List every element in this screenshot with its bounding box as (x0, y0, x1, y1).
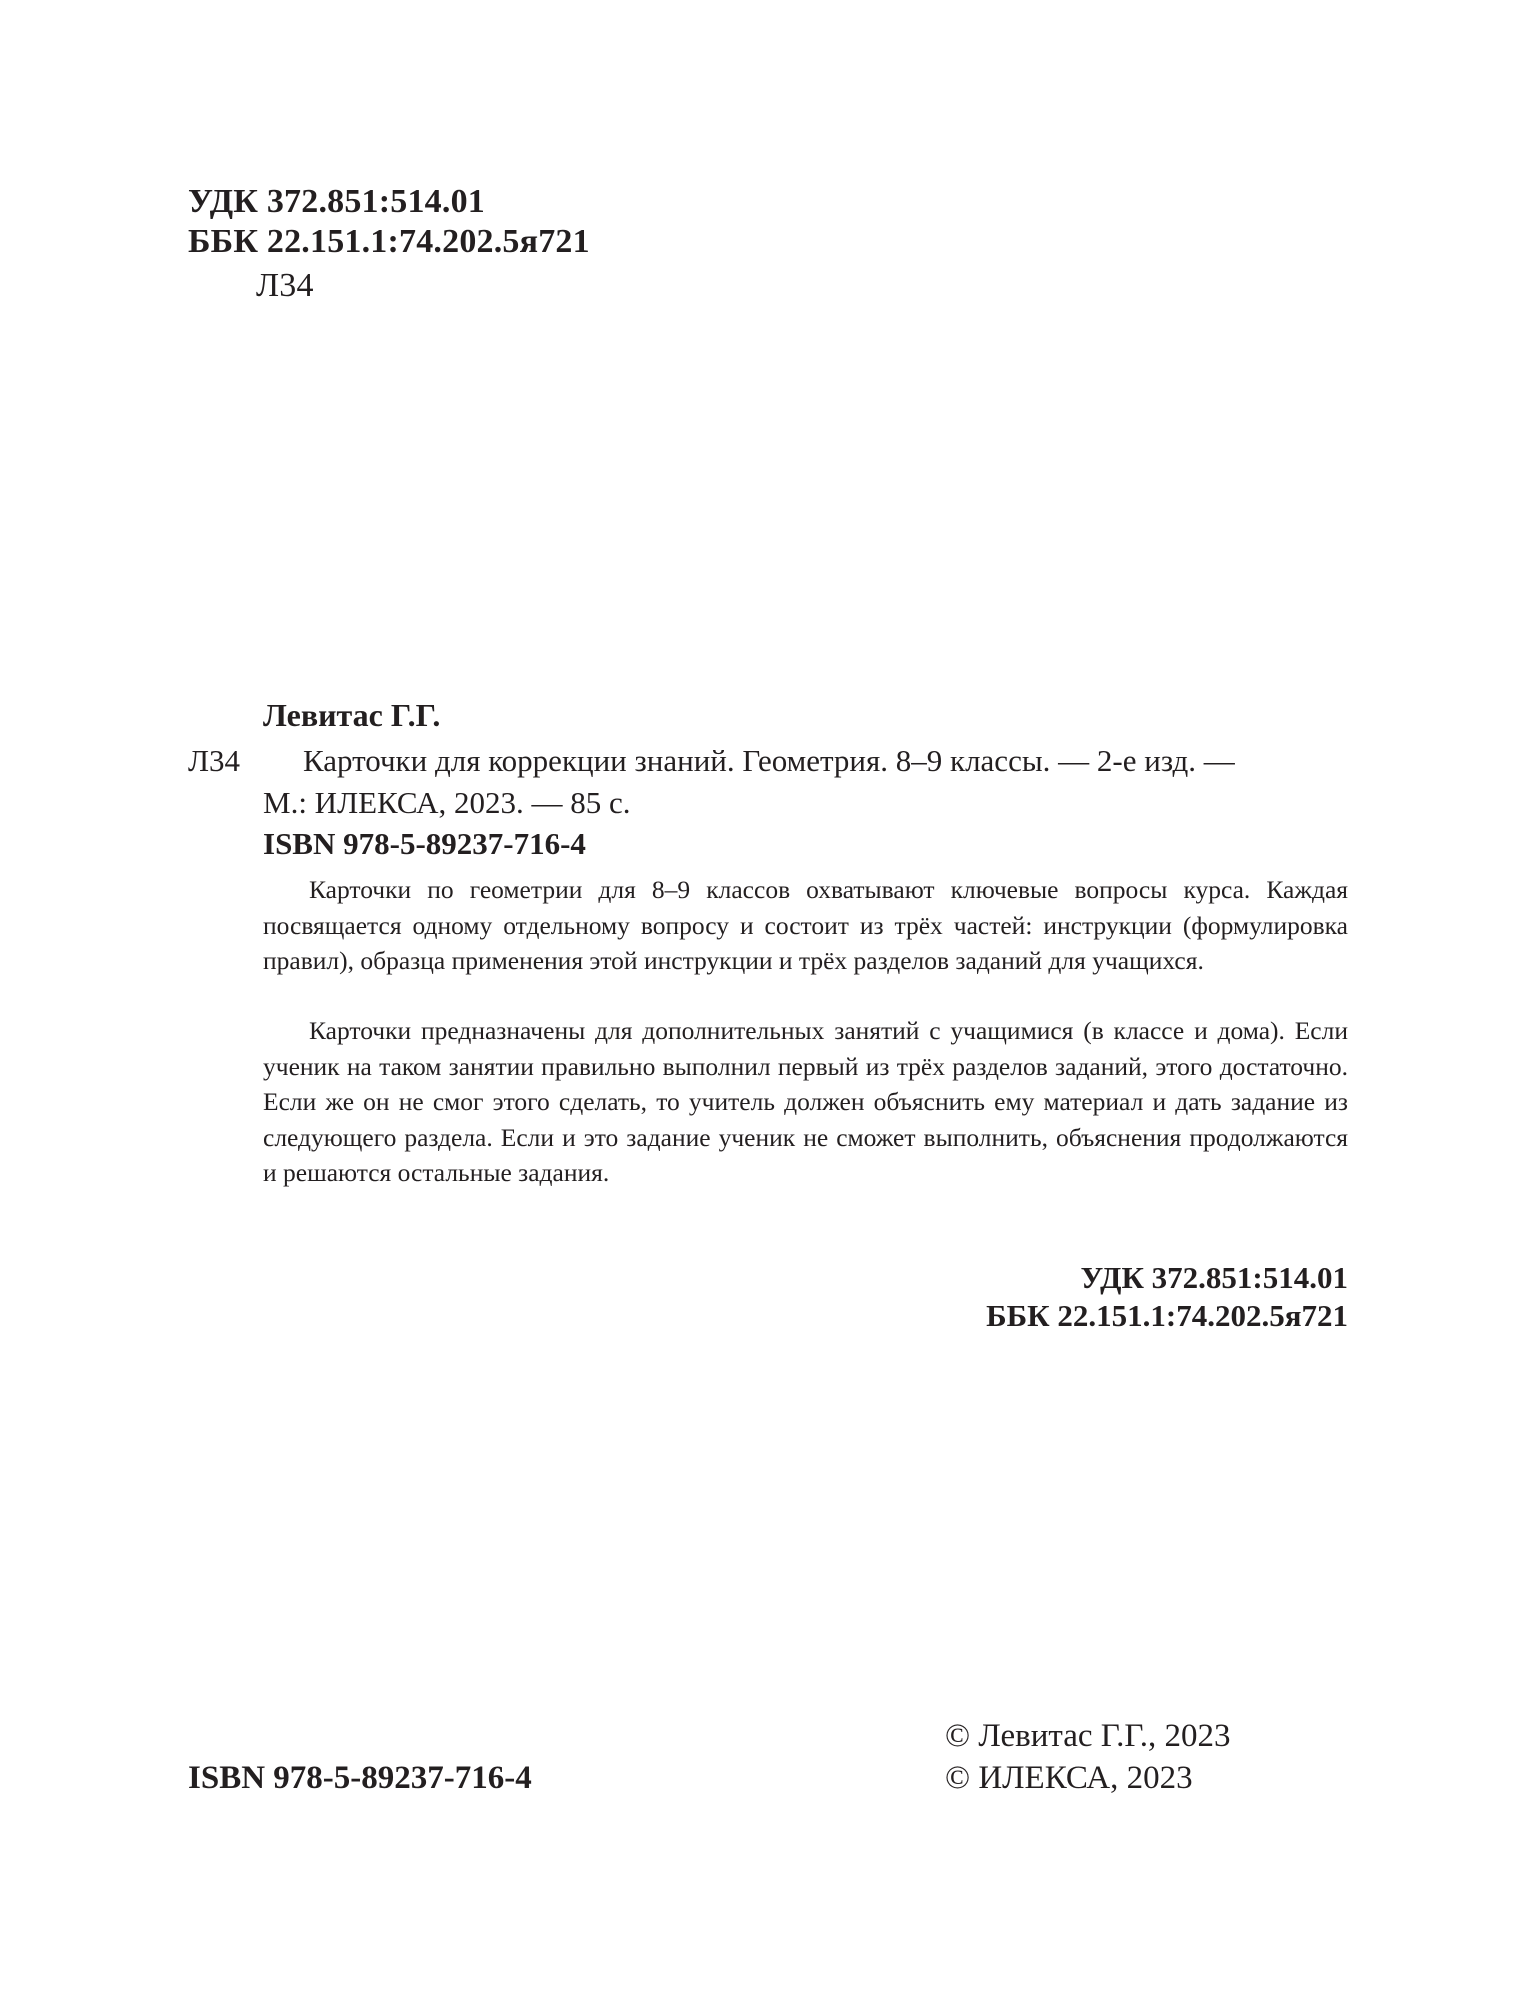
card-imprint-line: М.: ИЛЕКСА, 2023. — 85 с. (263, 785, 631, 820)
author-mark: Л34 (256, 267, 314, 304)
card-bbk: ББК 22.151.1:74.202.5я721 (986, 1298, 1348, 1333)
card-author-mark: Л34 (188, 743, 241, 778)
udk-code: УДК 372.851:514.01 (188, 183, 485, 220)
footer-isbn: ISBN 978-5-89237-716-4 (188, 1760, 532, 1796)
annotation-paragraph-2: Карточки предназначены для дополнительных занятий с учащимися (в классе и дома). Если ученик на таком занятии правильно выполнил первый из трёх разделов заданий, этого достаточно. Если же он не смог этого сделать, то учитель должен объяснить ему материал и дать задание из следующего раздела. Если и это задание ученик не сможет выполнить, объяснения продолжаются и решаются остальные задания. (263, 1016, 1348, 1187)
card-author: Левитас Г.Г. (263, 697, 441, 733)
card-isbn: ISBN 978-5-89237-716-4 (263, 826, 586, 861)
annotation-paragraph-1: Карточки по геометрии для 8–9 классов охватывают ключевые вопросы курса. Каждая посвящается одному отдельному вопросу и состоит из трёх частей: инструкции (формулировка правил), образца применения этой инструкции и трёх разделов заданий для учащихся. (263, 875, 1348, 975)
card-udk: УДК 372.851:514.01 (1080, 1260, 1348, 1295)
bbk-code: ББК 22.151.1:74.202.5я721 (188, 223, 590, 260)
copyright-author: © Левитас Г.Г., 2023 (945, 1718, 1231, 1754)
card-title-line: Карточки для коррекции знаний. Геометрия. 8–9 классы. — 2-е изд. — (303, 743, 1235, 778)
copyright-publisher: © ИЛЕКСА, 2023 (945, 1760, 1193, 1796)
